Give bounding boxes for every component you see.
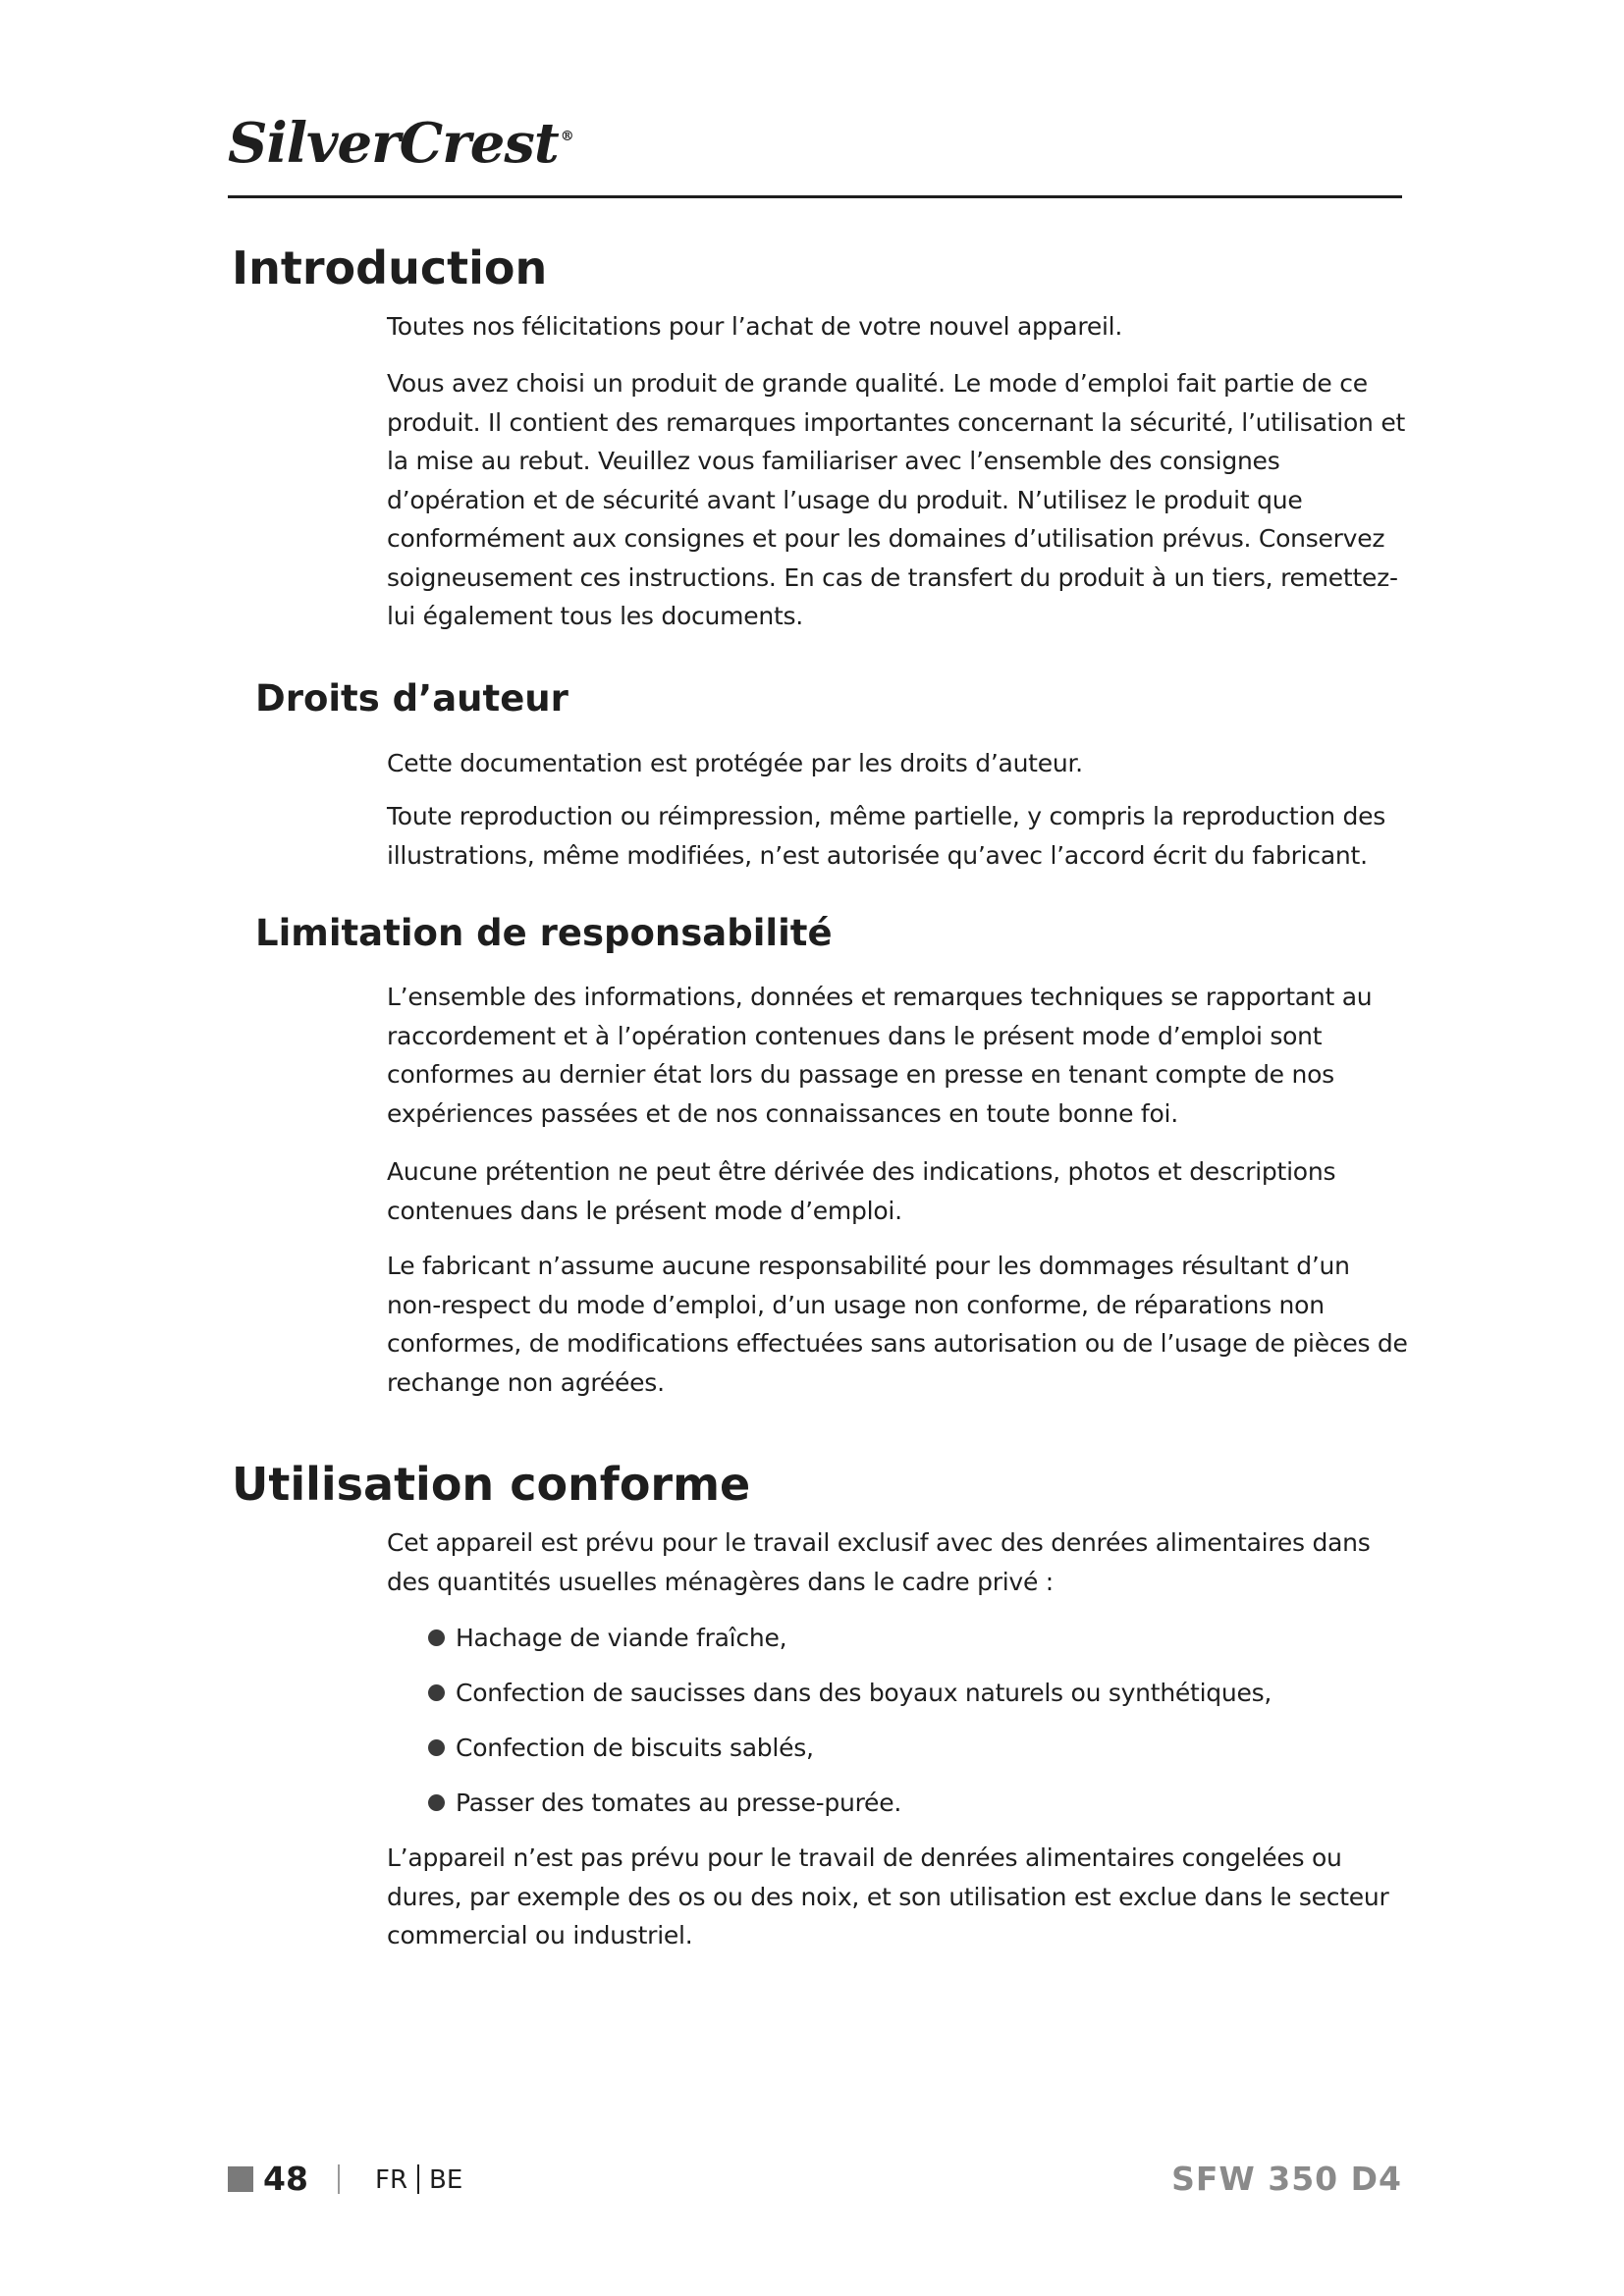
bullet-icon (428, 1684, 445, 1701)
liability-paragraph-2: Aucune prétention ne peut être dérivée des indications, photos et descriptions contenues dans le présent mode d’emploi. (387, 1157, 1336, 1225)
bullet-icon (428, 1794, 445, 1811)
page-footer (228, 2158, 1402, 2201)
language-codes (375, 2165, 462, 2196)
footer-divider (338, 2164, 340, 2194)
lang-fr: FR (375, 2165, 408, 2195)
intro-paragraph-2: Vous avez choisi un produit de grande qualité. Le mode d’emploi fait partie de ce produit. Il contient des remarques importantes concernant la sécurité, l’utilisation et la mise au rebut. Veuillez vous familiariser avec l’ensemble des consignes d’opération et de sécurité avant l’usage du produit. N’utilisez le produit que conformément aux consignes et pour les domaines d’utilisation prévus. Conservez soigneusement ces instructions. En cas de transfert du produit à un tiers, remettez-lui également tous les documents. (387, 369, 1406, 630)
section-title-introduction: Introduction (232, 241, 548, 294)
intro-paragraph-1: Toutes nos félicitations pour l’achat de votre nouvel appareil. (387, 312, 1123, 341)
copyright-paragraph-2: Toute reproduction ou réimpression, même partielle, y compris la reproduction des illustrations, même modifiées, n’est autorisée qu’avec l’accord écrit du fabricant. (387, 802, 1386, 870)
list-item: Hachage de viande fraîche, (428, 1610, 1410, 1665)
section-title-intended-use: Utilisation conforme (232, 1458, 751, 1511)
copyright-paragraph-1: Cette documentation est protégée par les droits d’auteur. (387, 749, 1083, 777)
intended-use-paragraph-2: L’appareil n’est pas prévu pour le travail de denrées alimentaires congelées ou dures, par exemple des os ou des noix, et son utilisation est exclue dans le secteur commercial ou industriel. (387, 1843, 1389, 1949)
lang-be: BE (429, 2165, 463, 2195)
liability-paragraph-1: L’ensemble des informations, données et remarques techniques se rapportant au raccordement et à l’opération contenues dans le présent mode d’emploi sont conformes au dernier état lors du passage en presse en tenant compte de nos expériences passées et de nos connaissances en toute bonne foi. (387, 983, 1373, 1128)
lang-divider (417, 2164, 419, 2194)
intended-use-paragraph-1: Cet appareil est prévu pour le travail exclusif avec des denrées alimentaires dans des quantités usuelles ménagères dans le cadre privé : (387, 1528, 1371, 1596)
model-number: SFW 350 D4 (1171, 2160, 1402, 2198)
bullet-icon (428, 1739, 445, 1756)
bullet-icon (428, 1629, 445, 1646)
list-item: Confection de biscuits sablés, (428, 1720, 1410, 1775)
header-rule (228, 195, 1402, 198)
liability-paragraph-3: Le fabricant n’assume aucune responsabilité pour les dommages résultant d’un non-respect du mode d’emploi, d’un usage non conforme, de réparations non conformes, de modifications effectuées sans autorisation ou de l’usage de pièces de rechange non agréées. (387, 1252, 1408, 1397)
brand-logo: SilverCrest ® (228, 111, 573, 176)
section-title-copyright: Droits d’auteur (255, 677, 568, 720)
section-title-liability: Limitation de responsabilité (255, 912, 833, 954)
footer-square-icon (228, 2166, 253, 2192)
intended-use-list (428, 1610, 1410, 1830)
list-item: Confection de saucisses dans des boyaux naturels ou synthétiques, (428, 1665, 1410, 1720)
list-item: Passer des tomates au presse-purée. (428, 1775, 1410, 1830)
page-number: 48 (263, 2160, 308, 2198)
